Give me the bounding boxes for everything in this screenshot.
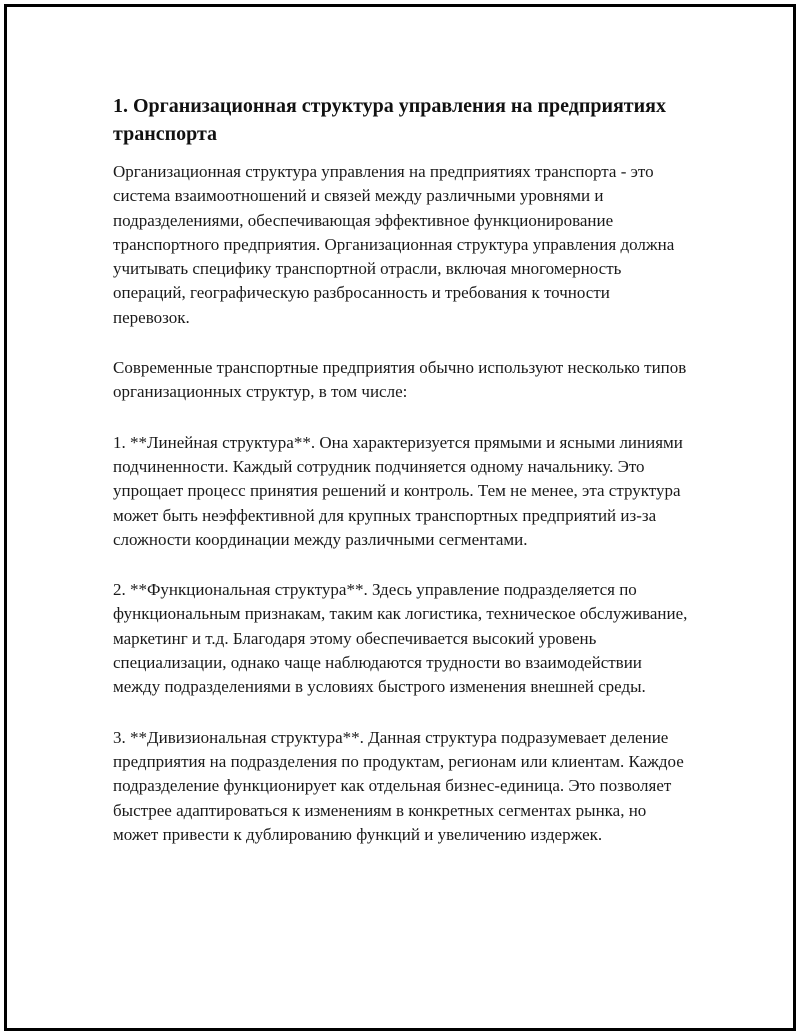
paragraph-linear-structure: 1. **Линейная структура**. Она характеризуется прямыми и ясными линиями подчиненности. Каждый сотрудник подчиняется одному начальнику. Это упрощает процесс принятия решений и контроль. Тем не менее, эта структура может быть неэффективной для крупных транспортных предприятий из-за сложности координации между различными сегментами. [113, 432, 683, 549]
paragraph-intro: Организационная структура управления на предприятиях транспорта - это система взаимоотношений и связей между различными уровнями и подразделениями, обеспечивающая эффективное функционирование транспортного предприятия. Организационная структура управления должна учитывать специфику транспортной отрасли, включая многомерность операций, географическую разбросанность и требования к точности перевозок. [113, 162, 675, 327]
paragraph-types-lead: Современные транспортные предприятия обычно используют несколько типов организационных структур, в том числе: [113, 358, 687, 402]
paragraph-divisional-structure: 3. **Дивизиональная структура**. Данная структура подразумевает деление предприятия на подразделения по продуктам, регионам или клиентам. Каждое подразделение функционирует как отдельная бизнес-единица. Это позволяет быстрее адаптироваться к изменениям в конкретных сегментах рынка, но может привести к дублированию функций и увеличению издержек. [113, 727, 684, 844]
paragraph-functional-structure: 2. **Функциональная структура**. Здесь управление подразделяется по функциональным признакам, таким как логистика, техническое обслуживание, маркетинг и т.д. Благодаря этому обеспечивается высокий уровень специализации, однако чаще наблюдаются трудности во взаимодействии между подразделениями в условиях быстрого изменения внешней среды. [113, 580, 688, 697]
document-body [113, 92, 688, 873]
document-title: 1. Организационная структура управления на предприятиях транспорта [113, 95, 666, 145]
